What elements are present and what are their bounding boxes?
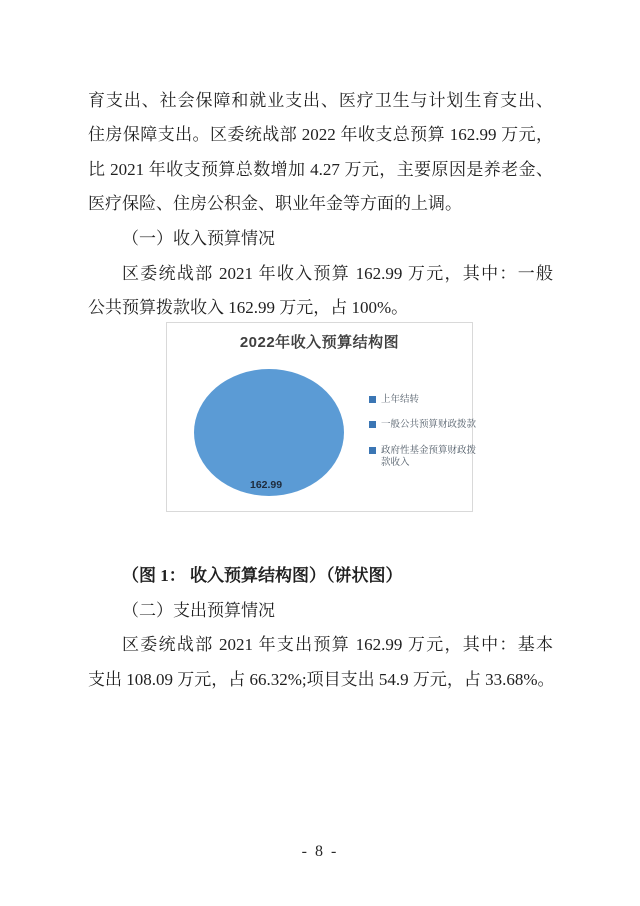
legend-item-government-fund [369, 445, 479, 469]
legend-label: 政府性基金预算财政拨款收入 [381, 445, 477, 468]
legend-marker-icon [369, 447, 376, 454]
section-heading-income: （一）收入预算情况 [122, 229, 275, 248]
body-line: 住房保障支出。区委统战部 2022 年收支总预算 162.99 万元， [88, 125, 553, 144]
legend-item-general-public-budget [369, 419, 479, 431]
pie-slice-general-public-budget [194, 369, 344, 496]
chart-title: 2022年收入预算结构图 [239, 334, 400, 351]
body-line: 公共预算拨款收入 162.99 万元，占 100%。 [88, 298, 409, 317]
body-line: 育支出、社会保障和就业支出、医疗卫生与计划生育支出、 [88, 91, 553, 110]
legend-label: 上年结转 [381, 394, 420, 405]
section-heading-expenditure: （二）支出预算情况 [122, 601, 275, 620]
income-structure-chart [166, 322, 477, 512]
body-line: 区委统战部 2021 年支出预算 162.99 万元，其中：基本 [122, 635, 553, 654]
legend-marker-icon [369, 396, 376, 403]
legend-item-carryover [369, 394, 479, 406]
body-line: 区委统战部 2021 年收入预算 162.99 万元，其中：一般 [122, 264, 553, 283]
body-line: 支出 108.09 万元，占 66.32%;项目支出 54.9 万元，占 33.68%。 [88, 670, 555, 689]
legend-marker-icon [369, 421, 376, 428]
body-line: 医疗保险、住房公积金、职业年金等方面的上调。 [88, 194, 462, 213]
page-number: - 8 - [301, 843, 339, 860]
body-line: 比 2021 年收支预算总数增加 4.27 万元，主要原因是养老金、 [88, 160, 553, 179]
pie-data-label: 162.99 [250, 479, 283, 491]
figure-caption: （图 1： 收入预算结构图）（饼状图） [122, 566, 403, 585]
legend-label: 一般公共预算财政拨款 [381, 419, 477, 430]
